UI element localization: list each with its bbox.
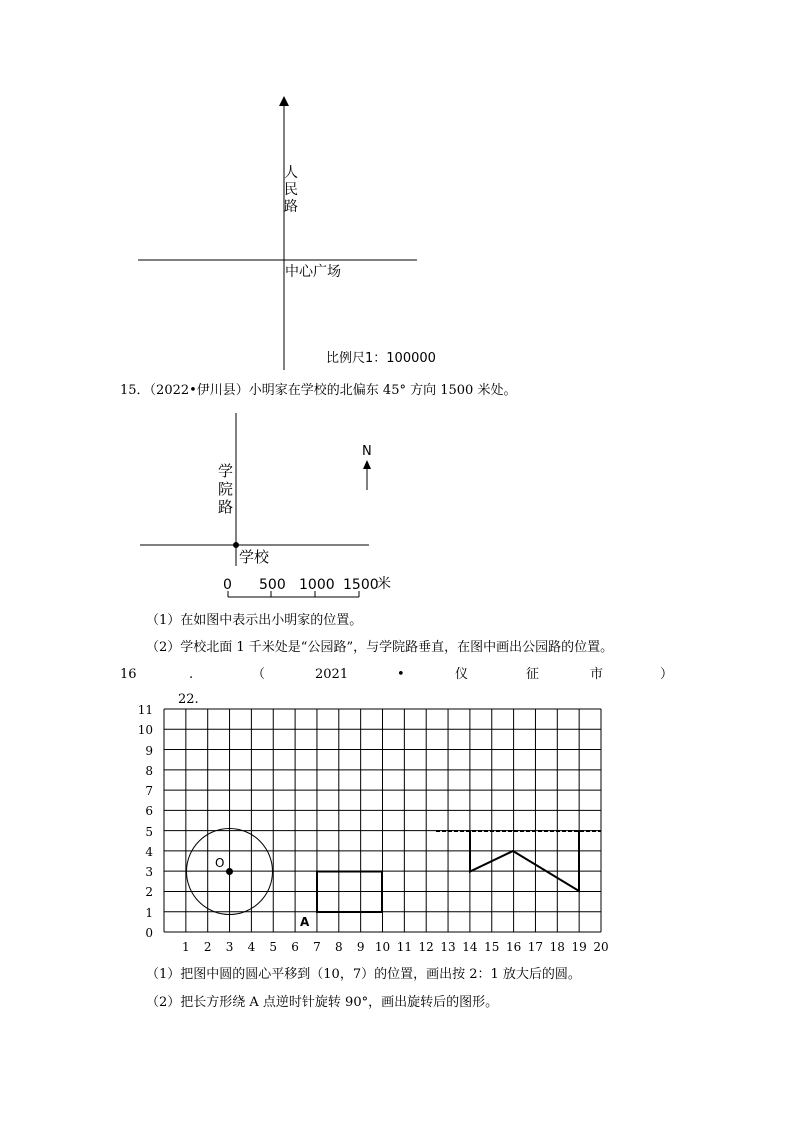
grid-x-label: 16 — [505, 940, 522, 954]
scale-tick-label: 1000 — [299, 577, 335, 593]
map1-scale-text: 比例尺1：100000 — [326, 351, 436, 366]
grid-y-label: 3 — [145, 865, 153, 880]
grid-x-label: 7 — [313, 940, 321, 954]
grid-x-label: 12 — [418, 940, 434, 954]
q16-header-year: 2021 — [315, 667, 349, 682]
xueyuan-road-label-3: 路 — [218, 498, 234, 516]
grid-x-label: 3 — [225, 940, 234, 954]
q16-continuation: 22. — [178, 692, 199, 707]
map1-road-label-3: 路 — [284, 199, 298, 215]
grid-y-label: 11 — [137, 703, 153, 717]
grid-x-label: 10 — [374, 940, 391, 954]
grid-y-label: 8 — [145, 763, 153, 778]
grid-x-label: 13 — [440, 940, 456, 954]
q16-header-paren-open: （ — [252, 667, 266, 682]
q16-header-paren-close: ） — [660, 667, 674, 682]
q16-header-char1: 仪 — [455, 667, 469, 682]
map1-road-label-2: 民 — [284, 182, 298, 198]
scale-tick-label: 500 — [259, 577, 286, 593]
grid-x-label: 9 — [356, 940, 365, 954]
grid-x-label: 17 — [527, 940, 544, 954]
xueyuan-road-label-1: 学 — [218, 462, 234, 480]
q15-part1: （1）在如图中表示出小明家的位置。 — [146, 613, 363, 628]
grid-y-label: 2 — [145, 885, 153, 900]
map1-road-label-1: 人 — [284, 165, 298, 181]
grid-x-label: 4 — [247, 940, 256, 954]
q16-header-num: 16 — [120, 667, 137, 682]
q16-header-char3: 市 — [590, 667, 604, 682]
grid-y-label: 7 — [145, 784, 153, 799]
q16-header-char2: 征 — [526, 667, 540, 682]
grid-x-label: 2 — [203, 940, 212, 954]
grid-x-label: 20 — [593, 940, 609, 954]
grid-y-label: 6 — [145, 804, 153, 819]
grid-x-label: 8 — [334, 940, 343, 954]
grid-x-label: 15 — [484, 940, 500, 954]
point-a-label: A — [300, 915, 310, 929]
grid-y-label: 9 — [145, 743, 153, 758]
north-arrow-icon — [363, 460, 371, 469]
scale-unit: 米 — [377, 576, 391, 592]
grid-x-label: 19 — [571, 940, 587, 954]
grid-y-label: 5 — [145, 824, 153, 839]
school-label: 学校 — [239, 548, 270, 566]
grid-x-label: 5 — [269, 940, 278, 954]
grid-x-label: 11 — [396, 940, 412, 954]
grid-x-label: 14 — [462, 940, 478, 954]
xueyuan-road-label-2: 院 — [218, 480, 234, 498]
north-label: N — [362, 444, 372, 459]
scale-tick-label: 0 — [223, 577, 232, 593]
map1-figure — [138, 96, 417, 370]
q16-header-dot: . — [189, 667, 194, 682]
q15-header: 15．（2022•伊川县）小明家在学校的北偏东 45° 方向 1500 米处。 — [120, 383, 517, 398]
grid-y-label: 0 — [145, 926, 153, 940]
grid-x-label: 6 — [291, 940, 299, 954]
grid-x-label: 18 — [549, 940, 565, 954]
polyline-shape — [470, 831, 579, 891]
grid-x-label: 1 — [182, 940, 190, 954]
q16-header-bullet: • — [397, 667, 405, 682]
q16-part2: （2）把长方形绕 A 点逆时针旋转 90°，画出旋转后的图形。 — [146, 995, 499, 1010]
center-square-label: 中心广场 — [285, 264, 341, 280]
grid-y-label: 4 — [145, 844, 153, 859]
map1-arrow-icon — [279, 96, 289, 106]
scale-tick-label: 1500 — [343, 577, 379, 593]
circle-center-point — [226, 868, 233, 875]
q15-figure — [140, 413, 371, 597]
q15-part2: （2）学校北面 1 千米处是“公园路”，与学院路垂直，在图中画出公园路的位置。 — [146, 640, 614, 655]
circle-center-label: O — [215, 856, 225, 870]
grid-y-label: 10 — [137, 723, 153, 738]
grid-y-label: 1 — [145, 905, 153, 920]
q16-part1: （1）把图中圆的圆心平移到（10，7）的位置，画出按 2：1 放大后的圆。 — [146, 967, 581, 982]
